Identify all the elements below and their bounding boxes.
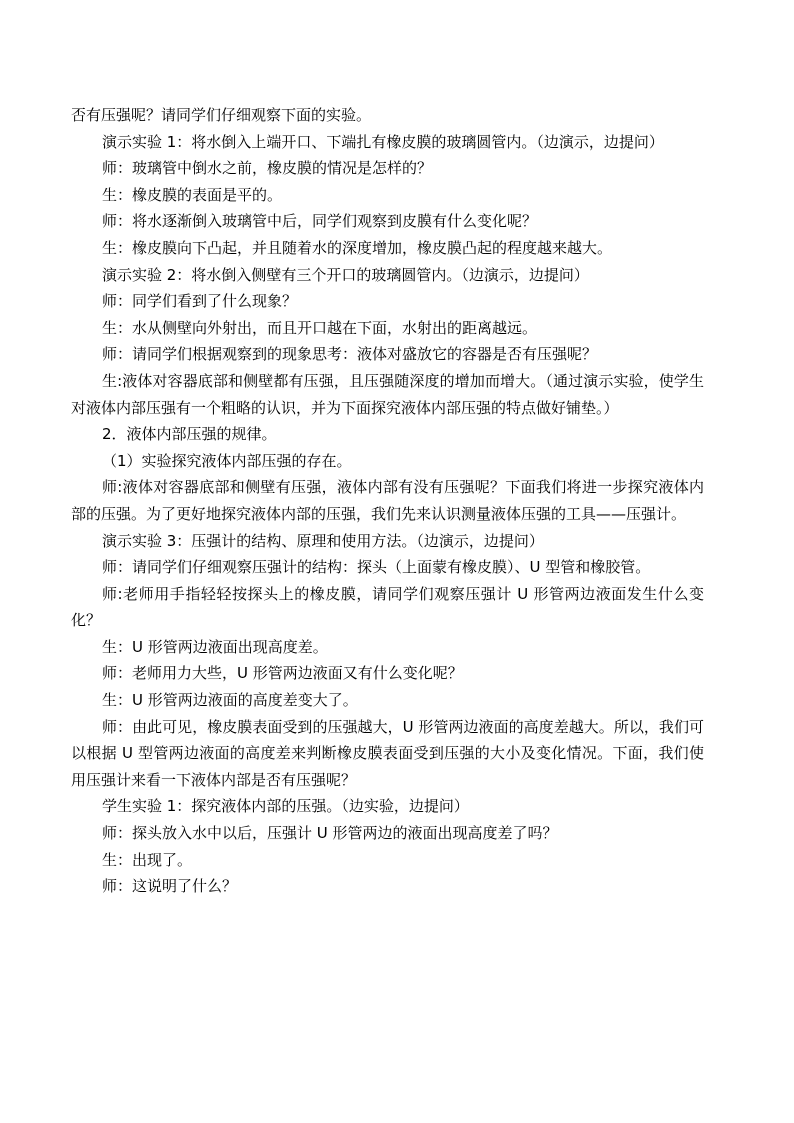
paragraph: 师:老师用手指轻轻按探头上的橡皮膜，请同学们观察压强计 U 形管两边液面发生什么变化？: [71, 584, 704, 630]
paragraph: 生：橡皮膜的表面是平的。: [102, 185, 283, 204]
paragraph: 师:液体对容器底部和侧壁有压强，液体内部有没有压强呢？下面我们将进一步探究液体内部的压强。为了更好地探究液体内部的压强，我们先来认识测量液体压强的工具——压强计。: [71, 478, 704, 523]
paragraph: 演示实验 1：将水倒入上端开口、下端扎有橡皮膜的玻璃圆管内。（边演示，边提问）: [102, 132, 664, 151]
paragraph: 生：橡皮膜向下凸起，并且随着水的深度增加，橡皮膜凸起的程度越来越大。: [102, 238, 613, 257]
paragraph: 生：出现了。: [102, 850, 193, 869]
paragraph: 师：这说明了什么？: [102, 877, 238, 896]
paragraph: 师：同学们看到了什么现象？: [102, 292, 298, 311]
paragraph: 师：请同学们根据观察到的现象思考：液体对盛放它的容器是否有压强呢？: [102, 345, 598, 364]
paragraph: 学生实验 1：探究液体内部的压强。（边实验，边提问）: [102, 797, 469, 816]
paragraph: 演示实验 3：压强计的结构、原理和使用方法。（边演示，边提问）: [102, 531, 544, 550]
paragraph: 师：请同学们仔细观察压强计的结构：探头（上面蒙有橡皮膜）、U 型管和橡胶管。: [102, 558, 651, 577]
paragraph: 师：将水逐渐倒入玻璃管中后，同学们观察到皮膜有什么变化呢？: [102, 212, 538, 231]
paragraph: 师：老师用力大些，U 形管两边液面又有什么变化呢？: [102, 664, 463, 683]
paragraph: 师：探头放入水中以后，压强计 U 形管两边的液面出现高度差了吗？: [102, 824, 558, 843]
paragraph: 生：水从侧壁向外射出，而且开口越在下面，水射出的距离越远。: [102, 318, 538, 337]
paragraph: 师：玻璃管中倒水之前，橡皮膜的情况是怎样的？: [102, 159, 433, 178]
subsection-heading: （1）实验探究液体内部压强的存在。: [102, 451, 352, 470]
paragraph: 生：U 形管两边液面出现高度差。: [102, 637, 328, 656]
section-heading: 2．液体内部压强的规律。: [102, 425, 277, 444]
paragraph: 否有压强呢？请同学们仔细观察下面的实验。: [71, 106, 372, 124]
paragraph: 生：U 形管两边液面的高度差变大了。: [102, 691, 358, 710]
paragraph: 演示实验 2：将水倒入侧壁有三个开口的玻璃圆管内。（边演示，边提问）: [102, 265, 589, 284]
paragraph: 师：由此可见，橡皮膜表面受到的压强越大，U 形管两边液面的高度差越大。所以，我们可以根据 U 型管两边液面的高度差来判断橡皮膜表面受到压强的大小及变化情况。下面，我们使用压强计来看一下液体内部是否有压强呢？: [71, 717, 704, 789]
paragraph: 生:液体对容器底部和侧壁都有压强，且压强随深度的增加而增大。（通过演示实验，使学生对液体内部压强有一个粗略的认识，并为下面探究液体内部压强的特点做好铺垫。）: [71, 371, 704, 417]
